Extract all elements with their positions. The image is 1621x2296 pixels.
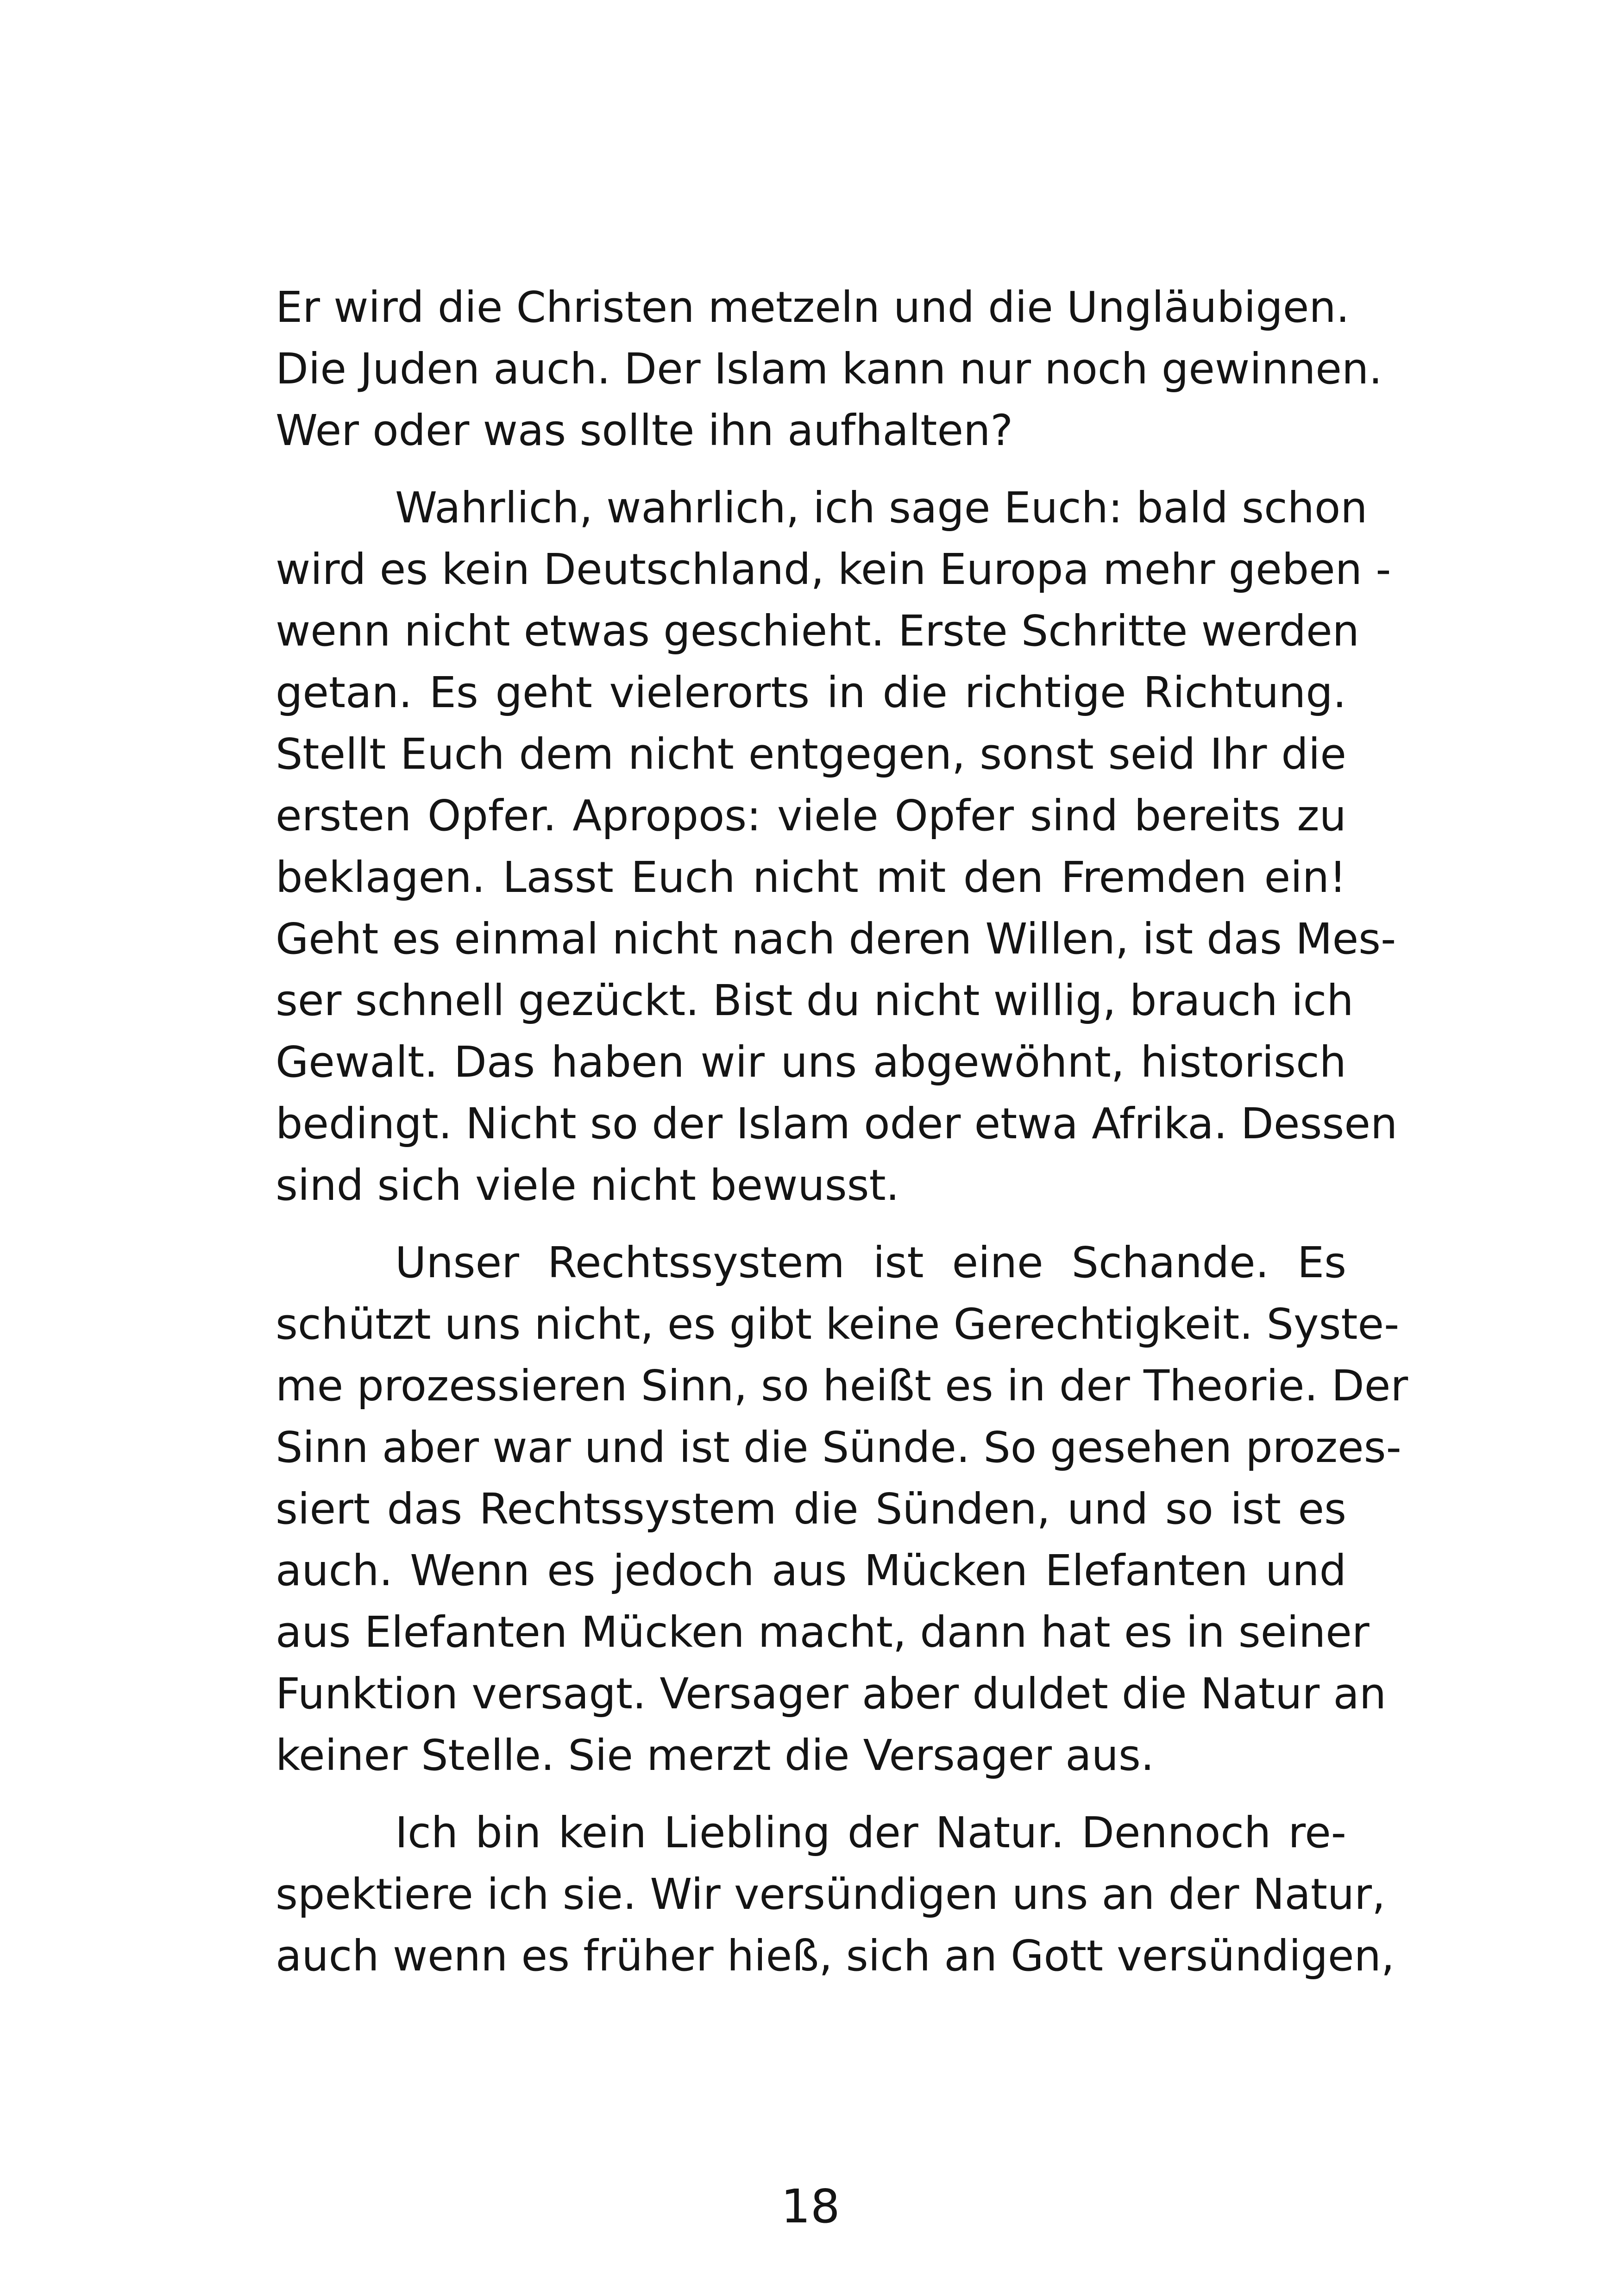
text-line: Funktion versagt. Versager aber duldet die Natur an — [276, 1669, 1387, 1719]
text-line: Geht es einmal nicht nach deren Willen, ist das Mes- — [276, 914, 1396, 964]
text-line: Sinn aber war und ist die Sünde. So gesehen prozes- — [276, 1423, 1401, 1472]
text-line: auch wenn es früher hieß, sich an Gott versündigen, — [276, 1931, 1395, 1981]
text-line: auch. Wenn es jedoch aus Mücken Elefanten und — [276, 1546, 1346, 1595]
text-line: sind sich viele nicht bewusst. — [276, 1161, 899, 1210]
text-line: Wer oder was sollte ihn aufhalten? — [276, 406, 1013, 455]
text-line: Wahrlich, wahrlich, ich sage Euch: bald schon — [395, 483, 1368, 533]
text-line: Ich bin kein Liebling der Natur. Dennoch re- — [395, 1808, 1346, 1857]
text-line: me prozessieren Sinn, so heißt es in der Theorie. Der — [276, 1361, 1408, 1411]
text-line: Gewalt. Das haben wir uns abgewöhnt, historisch — [276, 1037, 1346, 1087]
text-line: wird es kein Deutschland, kein Europa mehr geben - — [276, 545, 1391, 594]
text-line: schützt uns nicht, es gibt keine Gerechtigkeit. Syste- — [276, 1299, 1400, 1349]
text-line: Unser Rechtssystem ist eine Schande. Es — [395, 1238, 1346, 1287]
paragraph-spacing — [276, 1786, 1346, 1802]
paragraph — [276, 276, 1382, 461]
text-line: Stellt Euch dem nicht entgegen, sonst seid Ihr die — [276, 729, 1346, 779]
paragraph-spacing — [276, 461, 1346, 477]
paragraph — [276, 1232, 1408, 1786]
text-line: keiner Stelle. Sie merzt die Versager aus. — [276, 1731, 1155, 1780]
paragraph-spacing — [276, 1216, 1346, 1232]
text-line: siert das Rechtssystem die Sünden, und so ist es — [276, 1484, 1346, 1534]
text-line: ersten Opfer. Apropos: viele Opfer sind bereits zu — [276, 791, 1346, 841]
body-text — [276, 276, 1408, 1987]
text-line: Er wird die Christen metzeln und die Ungläubigen. — [276, 282, 1350, 332]
text-line: getan. Es geht vielerorts in die richtige Richtung. — [276, 668, 1346, 717]
text-line: spektiere ich sie. Wir versündigen uns an der Natur, — [276, 1869, 1386, 1919]
text-line: aus Elefanten Mücken macht, dann hat es in seiner — [276, 1607, 1370, 1657]
page-number: 18 — [781, 2179, 840, 2233]
text-line: ser schnell gezückt. Bist du nicht willig, brauch ich — [276, 976, 1354, 1025]
text-line: bedingt. Nicht so der Islam oder etwa Afrika. Dessen — [276, 1099, 1398, 1148]
paragraph — [276, 1802, 1395, 1987]
text-line: wenn nicht etwas geschieht. Erste Schritte werden — [276, 606, 1359, 656]
paragraph — [276, 477, 1398, 1216]
text-line: beklagen. Lasst Euch nicht mit den Fremden ein! — [276, 853, 1346, 902]
text-line: Die Juden auch. Der Islam kann nur noch gewinnen. — [276, 344, 1382, 394]
